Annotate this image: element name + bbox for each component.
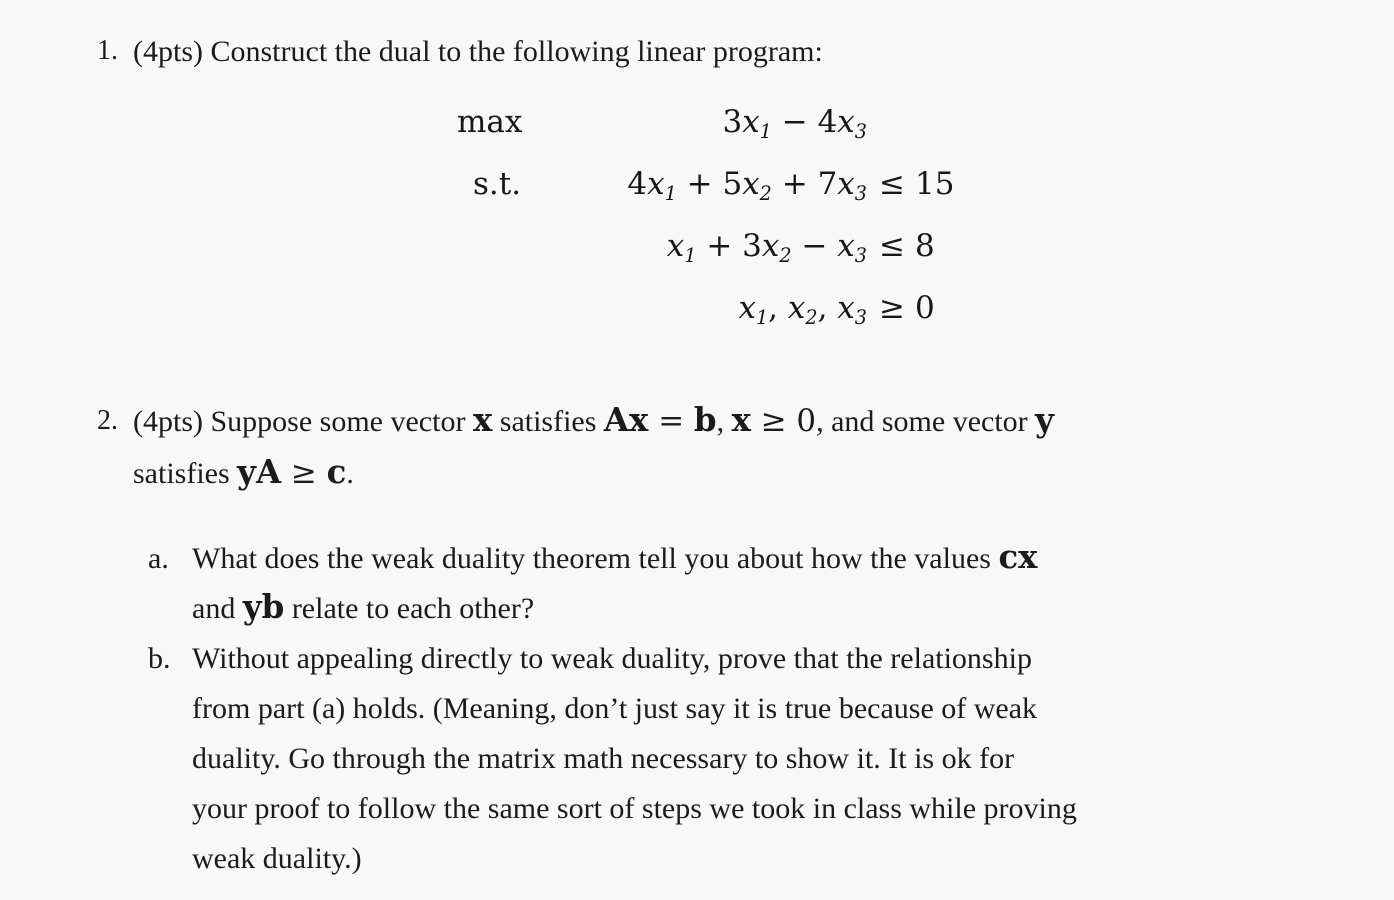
text-run: relate to each other? bbox=[284, 592, 535, 625]
text-run: Without appealing directly to weak duality, prove that the relationship bbox=[192, 642, 1032, 675]
problem-1-text bbox=[133, 26, 1285, 78]
math-inline: ≥ 0 bbox=[750, 403, 817, 439]
text-run: 4 bbox=[627, 166, 648, 202]
math-bold-vector: yA bbox=[237, 453, 282, 491]
math-subscript: 3 bbox=[854, 243, 867, 267]
math-subscript: 1 bbox=[755, 305, 769, 329]
text-run: from part (a) holds. (Meaning, don’t just say it is true because of weak bbox=[192, 692, 1038, 725]
lp-row-lhs bbox=[535, 96, 867, 148]
math-bold-vector: b bbox=[693, 401, 717, 439]
math-bold-vector: yb bbox=[242, 588, 285, 626]
math-variable: x bbox=[666, 228, 685, 264]
problem-2-text bbox=[133, 396, 1285, 500]
problem-1 bbox=[0, 26, 1394, 396]
part-b-marker: b. bbox=[148, 642, 171, 675]
lp-row bbox=[457, 282, 1285, 344]
problem-2 bbox=[0, 396, 1394, 884]
lp-row-label: max bbox=[457, 104, 523, 140]
part-a-text bbox=[192, 534, 1282, 634]
text-run: − 4 bbox=[771, 104, 838, 140]
math-variable: x bbox=[837, 166, 855, 202]
text-run: 3 bbox=[722, 104, 743, 140]
lp-row-lhs bbox=[535, 282, 867, 334]
math-bold-vector: cx bbox=[998, 538, 1038, 576]
problem-2-number: 2. bbox=[97, 405, 118, 436]
math-bold-vector: x bbox=[472, 401, 493, 439]
math-variable: x bbox=[837, 228, 855, 264]
lp-row-lhs bbox=[535, 220, 867, 272]
math-variable: x bbox=[738, 290, 756, 326]
problem-1-number: 1. bbox=[97, 35, 118, 66]
math-inline: ≥ bbox=[281, 455, 327, 491]
math-bold-vector: x bbox=[731, 401, 751, 439]
text-run: , bbox=[716, 405, 732, 438]
math-subscript: 3 bbox=[854, 181, 867, 205]
math-inline: = bbox=[648, 403, 694, 439]
lp-row-relation-rhs bbox=[879, 220, 935, 272]
text-run: satisfies bbox=[492, 405, 604, 438]
text-run: and bbox=[192, 592, 243, 625]
math-bold-vector: c bbox=[326, 453, 347, 491]
math-subscript: 1 bbox=[684, 243, 697, 267]
lp-row-lhs bbox=[535, 158, 867, 210]
lp-row bbox=[457, 96, 1285, 158]
text-run: + 7 bbox=[771, 166, 838, 202]
parts-list bbox=[133, 534, 1285, 884]
math-subscript: 1 bbox=[664, 181, 677, 205]
part-b-text bbox=[192, 634, 1282, 884]
math-subscript: 2 bbox=[779, 243, 792, 267]
lp-row bbox=[457, 158, 1285, 220]
lp-rhs-value: 8 bbox=[914, 228, 935, 264]
math-variable: x bbox=[742, 104, 760, 140]
text-run: , bbox=[817, 290, 838, 326]
lp-relation: ≥ bbox=[879, 290, 905, 326]
text-run: . bbox=[346, 457, 354, 490]
lp-relation: ≤ bbox=[879, 228, 905, 264]
math-subscript: 3 bbox=[854, 305, 867, 329]
text-run: − bbox=[791, 228, 838, 264]
lp-row bbox=[457, 220, 1285, 282]
text-run: your proof to follow the same sort of steps we took in class while proving bbox=[192, 792, 1077, 825]
math-variable: x bbox=[837, 290, 855, 326]
part-b bbox=[133, 634, 1285, 884]
lp-rhs-value: 0 bbox=[914, 290, 935, 326]
text-run: , and some vector bbox=[816, 405, 1036, 438]
lp-row-relation-rhs bbox=[879, 158, 954, 210]
text-run: weak duality.) bbox=[192, 842, 362, 875]
lp-equations bbox=[457, 96, 1285, 344]
math-subscript: 2 bbox=[759, 181, 772, 205]
text-run: + 5 bbox=[676, 166, 743, 202]
math-subscript: 3 bbox=[854, 119, 867, 143]
lp-row-relation-rhs bbox=[879, 282, 935, 334]
problem-1-body bbox=[133, 26, 1285, 396]
math-subscript: 2 bbox=[805, 305, 818, 329]
math-variable: x bbox=[787, 290, 806, 326]
math-variable: x bbox=[742, 166, 760, 202]
text-run: satisfies bbox=[133, 457, 238, 490]
text-run: (4pts) Construct the dual to the following linear program: bbox=[133, 35, 823, 68]
text-run: duality. Go through the matrix math necessary to show it. It is ok for bbox=[192, 742, 1015, 775]
part-a-marker: a. bbox=[148, 542, 169, 575]
part-a bbox=[133, 534, 1285, 634]
lp-rhs-value: 15 bbox=[914, 166, 955, 202]
lp-row-label: s.t. bbox=[473, 166, 522, 202]
text-run: What does the weak duality theorem tell you about how the values bbox=[192, 542, 999, 575]
problem-2-body bbox=[133, 396, 1285, 884]
math-variable: x bbox=[647, 166, 665, 202]
math-variable: x bbox=[837, 104, 855, 140]
math-bold-vector: Ax bbox=[603, 401, 649, 439]
text-run: (4pts) Suppose some vector bbox=[133, 405, 473, 438]
math-bold-vector: y bbox=[1035, 401, 1054, 439]
math-variable: x bbox=[761, 228, 780, 264]
lp-relation: ≤ bbox=[879, 166, 905, 202]
text-run: + 3 bbox=[696, 228, 762, 264]
math-subscript: 1 bbox=[759, 119, 772, 143]
text-run: , bbox=[768, 290, 788, 326]
